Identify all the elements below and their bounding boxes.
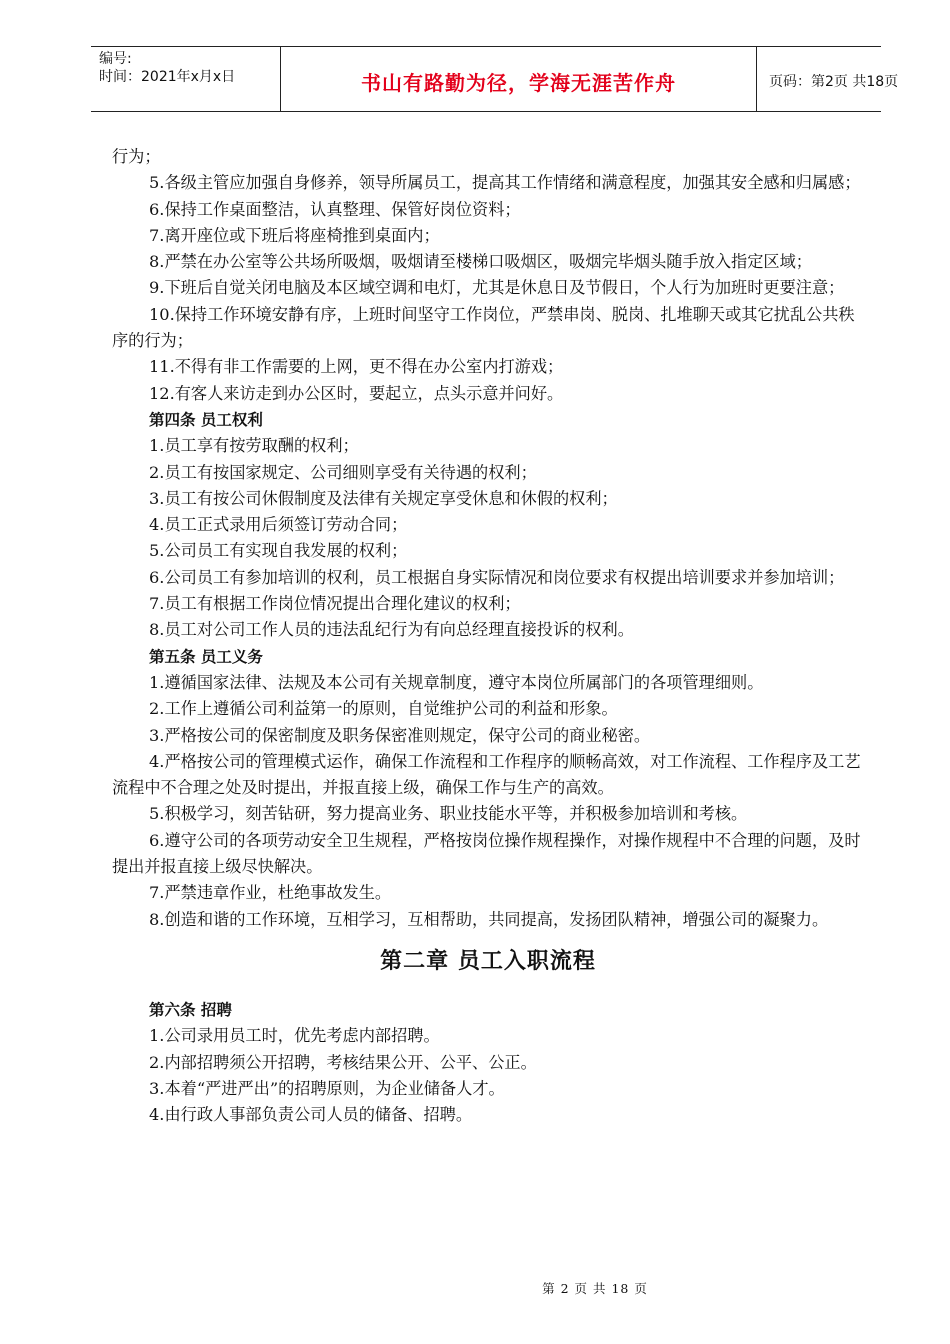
list-item: 5.公司员工有实现自我发展的权利； [149,541,408,561]
paragraph: 行为； [112,147,161,166]
paragraph: 5.各级主管应加强自身修养，领导所属员工，提高其工作情绪和满意程度，加强其安全感和归属感； [149,173,861,193]
list-item: 6.遵守公司的各项劳动安全卫生规程，严格按岗位操作规程操作，对操作规程中不合理的问题，及时提出并报直接上级尽快解决。 [112,830,861,877]
paragraph: 9.下班后自觉关闭电脑及本区域空调和电灯，尤其是休息日及节假日，个人行为加班时更要注意； [149,278,845,298]
list-item: 1.员工享有按劳取酬的权利； [149,436,359,456]
list-item: 7.员工有根据工作岗位情况提出合理化建议的权利； [149,594,521,614]
paragraph-group-before-article4 [112,144,864,407]
list-item: 2.工作上遵循公司利益第一的原则，自觉维护公司的利益和形象。 [149,699,618,719]
list-item: 4.严格按公司的管理模式运作，确保工作流程和工作程序的顺畅高效，对工作流程、工作程序及工艺流程中不合理之处及时提出，并报直接上级，确保工作与生产的高效。 [112,751,861,798]
document-time-label: 时间：2021年x月x日 [99,69,236,85]
list-item: 8.创造和谐的工作环境，互相学习，互相帮助，共同提高，发扬团队精神，增强公司的凝聚力。 [149,909,829,929]
article-heading: 第五条 员工义务 [149,647,263,666]
paragraph: 8.严禁在办公室等公共场所吸烟，吸烟请至楼梯口吸烟区，吸烟完毕烟头随手放入指定区域； [149,252,812,272]
list-item: 6.公司员工有参加培训的权利，员工根据自身实际情况和岗位要求有权提出培训要求并参加培训； [149,567,845,587]
header-page-info: 页码：第2页 共18页 [769,74,899,90]
list-item: 5.积极学习，刻苦钻研，努力提高业务、职业技能水平等，并积极参加培训和考核。 [149,804,748,824]
list-item: 2.员工有按国家规定、公司细则享受有关待遇的权利； [149,462,537,482]
paragraph: 11.不得有非工作需要的上网，更不得在办公室内打游戏； [149,357,564,377]
list-item: 7.严禁违章作业，杜绝事故发生。 [149,883,392,903]
document-body [112,144,864,1128]
paragraph: 7.离开座位或下班后将座椅推到桌面内； [149,225,440,245]
list-item: 1.遵循国家法律、法规及本公司有关规章制度，遵守本岗位所属部门的各项管理细则。 [149,672,764,692]
article-heading: 第四条 员工权利 [149,410,263,429]
article4-items [112,433,864,643]
list-item: 3.严格按公司的保密制度及职务保密准则规定，保守公司的商业秘密。 [149,725,651,745]
list-item: 2.内部招聘须公开招聘，考核结果公开、公平、公正。 [149,1052,537,1072]
list-item: 3.本着“严进严出”的招聘原则，为企业储备人才。 [149,1078,505,1098]
list-item: 1.公司录用员工时，优先考虑内部招聘。 [149,1026,440,1046]
paragraph: 6.保持工作桌面整洁，认真整理、保管好岗位资料； [149,199,521,219]
header-motto: 书山有路勤为径，学海无涯苦作舟 [281,47,757,111]
article-heading: 第六条 招聘 [149,1000,232,1019]
paragraph: 12.有客人来访走到办公区时，要起立，点头示意并问好。 [149,383,564,403]
article5-items [112,670,864,933]
list-item: 8.员工对公司工作人员的违法乱纪行为有向总经理直接投诉的权利。 [149,620,634,640]
article6-items [112,1023,864,1128]
list-item: 3.员工有按公司休假制度及法律有关规定享受休息和休假的权利； [149,488,618,508]
list-item: 4.员工正式录用后须签订劳动合同； [149,515,408,535]
page-footer: 第 2 页 共 18 页 [542,1281,648,1296]
chapter-title: 第二章 员工入职流程 [380,948,596,974]
list-item: 4.由行政人事部负责公司人员的储备、招聘。 [149,1105,473,1125]
page-header [91,46,899,112]
paragraph: 10.保持工作环境安静有序，上班时间坚守工作岗位，严禁串岗、脱岗、扎堆聊天或其它扰乱公共秩序的行为； [112,304,855,351]
header-meta-cell [91,47,281,111]
document-code-label: 编号: [99,51,132,67]
